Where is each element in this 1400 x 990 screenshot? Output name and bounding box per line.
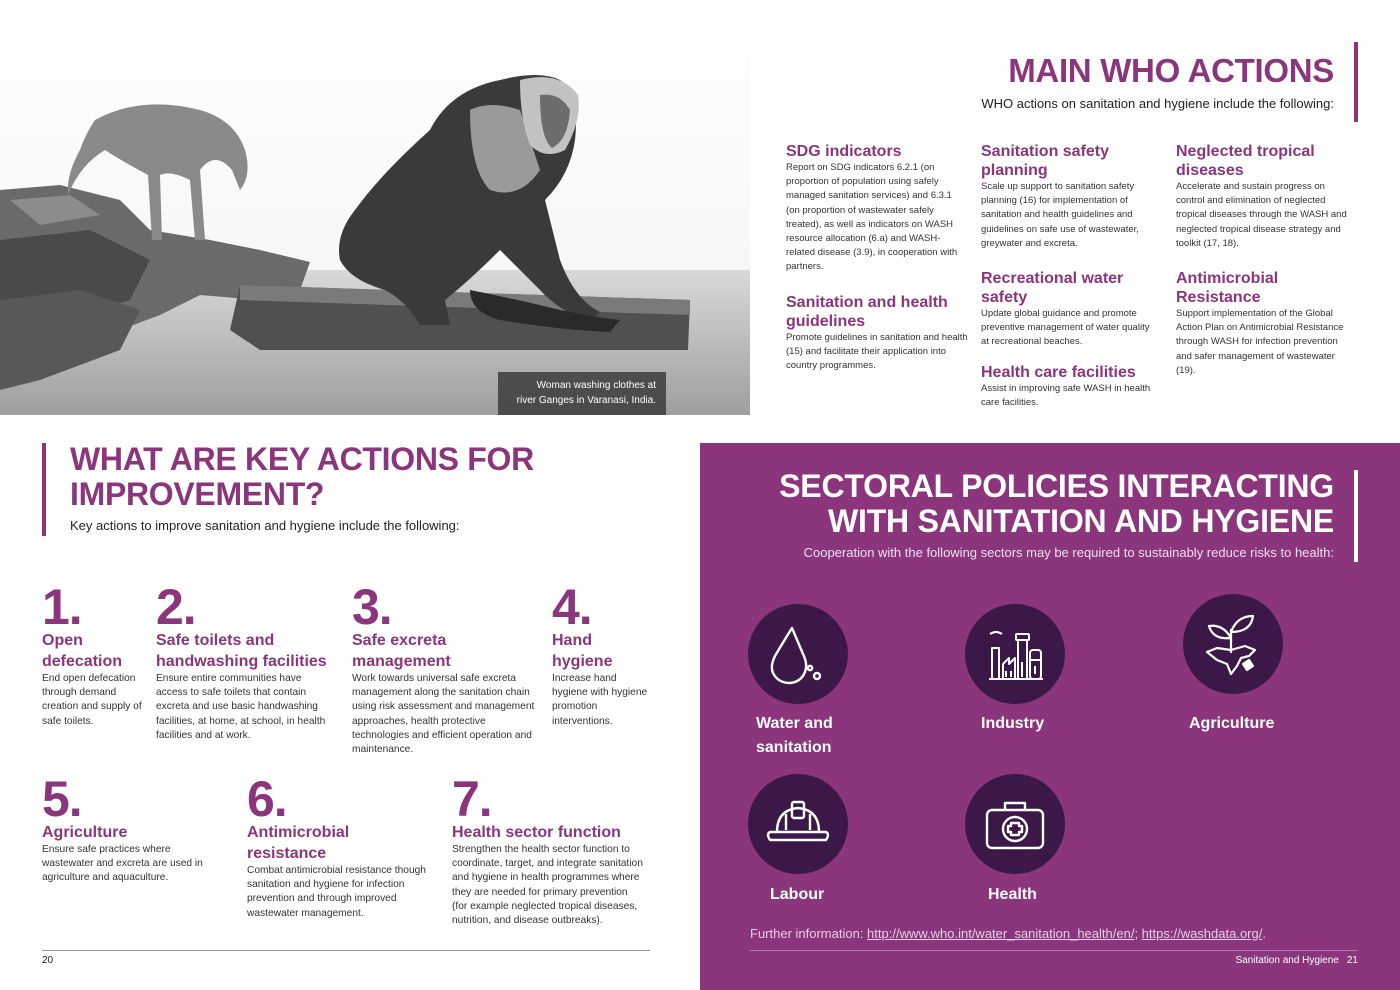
further-suffix: . [1262,926,1266,941]
sector-label-line-1: Industry [981,715,1045,732]
sector-label-line-2: sanitation [756,739,832,756]
step-title-line-1: Safe excreta [352,632,447,649]
step-number: 7. [452,771,492,827]
step-body: Combat antimicrobial resistance though sanitation and hygiene for infection prevention and through improved wastewater management. [247,865,426,919]
key-action-3 [352,579,538,757]
key-action-7 [452,771,644,928]
sectoral-accent-bar [1354,470,1358,562]
key-action-1 [42,579,146,729]
action-body: Promote guidelines in sanitation and health (15) and facilitate their application into country programmes. [786,332,968,372]
action-title: Neglected tropical diseases [1176,143,1315,179]
action-body: Accelerate and sustain progress on control and elimination of neglected tropical diseases through the WASH and neglected tropical disease strategy and toolkit (17, 18). [1176,181,1347,249]
sectoral-subtitle: Cooperation with the following sectors may be required to sustainably reduce risks to health: [803,545,1334,560]
action-health-care-facilities [981,363,1161,410]
photo-illustration [0,0,750,415]
page-number-right: 21 [1346,955,1358,966]
step-number: 6. [247,771,287,827]
further-information [750,926,1266,941]
hard-hat-icon [748,774,848,874]
action-recreational-water-safety [981,269,1157,350]
step-title-line-1: Agriculture [42,824,128,841]
who-sanitation-link[interactable]: http://www.who.int/water_sanitation_health/en/ [867,926,1135,941]
step-title-line-1: Open [42,632,83,649]
page-number-left: 20 [42,955,54,966]
step-body: End open defecation through demand creation and supply of safe toilets. [42,673,142,727]
step-body: Work towards universal safe excreta management along the sanitation chain using risk assessment and management approaches, health protective technologies and efficient operation and maintenance. [352,673,535,756]
step-title-line-1: Safe toilets and [156,632,275,649]
sectoral-policies-title [779,469,1334,539]
step-body: Ensure safe practices where wastewater and excreta are used in agriculture and aquaculture. [42,844,203,884]
step-title-line-1: Antimicrobial [247,824,350,841]
sector-label-line-1: Health [988,886,1037,903]
sectoral-title-line-2: WITH SANITATION AND HYGIENE [828,503,1334,539]
step-body: Ensure entire communities have access to safe toilets that contain excreta and use basic handwashing facilities, at home, at school, in health facilities and at work. [156,673,326,741]
sectoral-title-line-1: SECTORAL POLICIES INTERACTING [779,468,1334,504]
step-body: Increase hand hygiene with hygiene promotion interventions. [552,673,648,727]
key-action-6 [247,771,431,921]
action-body: Report on SDG indicators 6.2.1 (on proportion of population using safely managed sanitation services) and 6.3.1 (on proportion of wastewater safely treated), as well as indicators on WASH resource allocation (6.a) and WASH-related disease (3.9), in cooperation with partners. [786,162,958,273]
water-drop-icon [748,604,848,704]
photo-caption [498,372,666,415]
action-antimicrobial-resistance [1176,269,1354,378]
step-title-line-2: handwashing facilities [156,653,327,670]
caption-line-2: river Ganges in Varanasi, India. [516,394,656,406]
step-title-line-2: resistance [247,845,327,862]
action-sanitation-safety-planning [981,142,1151,251]
action-body: Scale up support to sanitation safety planning (16) for implementation of sanitation and health guidelines and guidelines on safe use of wastewater, greywater and excreta. [981,181,1139,249]
sector-label-industry [981,712,1044,736]
step-title-line-2: defecation [42,653,123,670]
step-number: 4. [552,579,592,635]
sector-label-health [988,883,1037,907]
key-actions-subtitle: Key actions to improve sanitation and hygiene include the following: [70,518,460,533]
step-title-line-1: Hand [552,632,592,649]
step-number: 5. [42,771,82,827]
action-body: Update global guidance and promote preventive management of water quality at recreational beaches. [981,308,1150,348]
first-aid-kit-icon [965,774,1065,874]
action-title: Recreational water safety [981,270,1124,306]
action-title: Health care facilities [981,364,1136,381]
caption-line-1: Woman washing clothes at [536,380,656,391]
sector-label-labour [770,883,824,907]
link-separator: ; [1134,926,1142,941]
action-sanitation-health-guidelines [786,293,968,374]
title-accent-bar [1354,42,1358,122]
step-number: 3. [352,579,392,635]
river-ganges-photo [0,0,750,415]
main-who-actions-title: MAIN WHO ACTIONS [1008,52,1334,89]
action-title: SDG indicators [786,143,902,160]
footer-right [1235,955,1358,966]
key-actions-accent-bar [42,443,46,536]
step-title-line-1: Health sector function [452,824,621,841]
factory-icon [965,604,1065,704]
sector-label-agriculture [1189,712,1274,736]
key-action-5 [42,771,224,886]
further-prefix: Further information: [750,926,868,941]
step-number: 2. [156,579,196,635]
key-actions-title-line-1: WHAT ARE KEY ACTIONS FOR [70,441,534,477]
action-neglected-tropical-diseases [1176,142,1351,251]
action-sdg-indicators [786,142,966,275]
action-body: Assist in improving safe WASH in health care facilities. [981,383,1151,409]
action-title: Sanitation and health guidelines [786,294,948,330]
step-number: 1. [42,579,82,635]
plant-icon [1183,594,1283,694]
step-title-line-2: management [352,653,451,670]
step-title-line-2: hygiene [552,653,613,670]
key-action-2 [156,579,336,743]
sector-label-line-1: Water and [756,715,833,732]
key-actions-title [70,442,534,512]
action-title: Sanitation safety planning [981,143,1110,179]
action-body: Support implementation of the Global Action Plan on Antimicrobial Resistance through WASH for infection prevention and safer management of wastewater (19). [1176,308,1344,376]
step-body: Strengthen the health sector function to coordinate, target, and integrate sanitation and hygiene in health programmes where they are needed for primary prevention (for example neglected tropical diseases, nutrition, and disease outbreaks). [452,844,643,927]
main-who-actions-subtitle: WHO actions on sanitation and hygiene include the following: [981,96,1334,111]
sector-label-line-1: Agriculture [1189,715,1275,732]
key-action-4 [552,579,652,729]
sector-label-water-sanitation [756,712,833,760]
washdata-link[interactable]: https://washdata.org/ [1141,926,1263,941]
key-actions-title-line-2: IMPROVEMENT? [70,476,325,512]
document-title: Sanitation and Hygiene [1235,955,1339,966]
footer-divider-right [750,950,1358,951]
action-title: Antimicrobial Resistance [1176,270,1279,306]
footer-divider-left [42,950,650,951]
sector-label-line-1: Labour [770,886,825,903]
